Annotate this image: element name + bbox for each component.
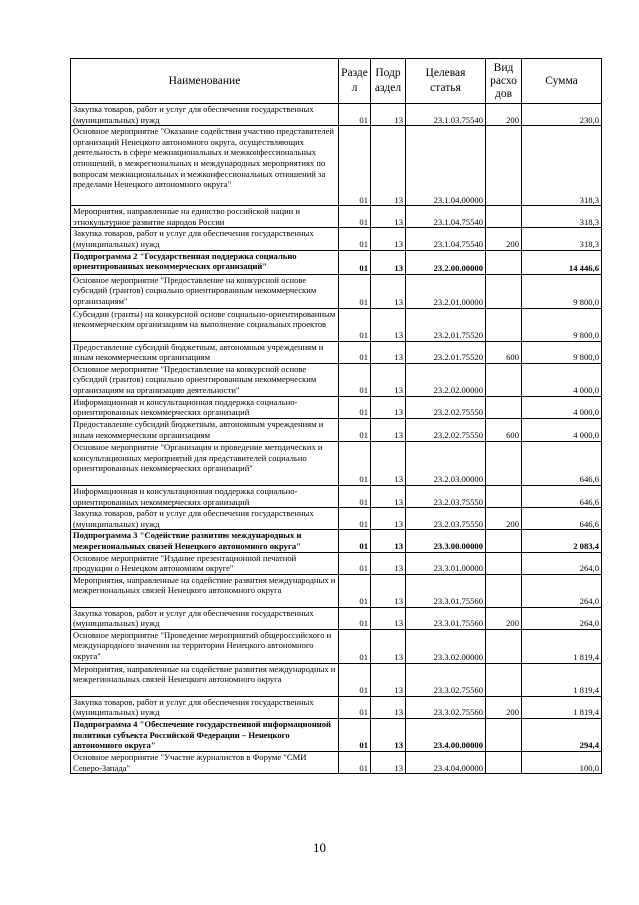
cell-name: Основное мероприятие "Участие журналистов в Форуме "СМИ Северо-Запада" [71,752,339,774]
cell-sum: 318,3 [522,126,602,206]
cell-razdel: 01 [339,308,371,341]
cell-target: 23.4.04.00000 [406,752,486,774]
table-row [71,396,602,418]
cell-target: 23.2.00.00000 [406,250,486,274]
cell-sum: 318,3 [522,228,602,250]
cell-razdel: 01 [339,607,371,629]
cell-target: 23.2.01.75520 [406,308,486,341]
cell-target: 23.2.01.75520 [406,341,486,363]
cell-podrazdel: 13 [371,508,406,530]
cell-target: 23.3.02.75560 [406,696,486,718]
cell-target: 23.3.02.75560 [406,663,486,696]
table-row [71,629,602,663]
table-row [71,308,602,341]
cell-vid: 200 [486,104,522,126]
table-row [71,274,602,308]
cell-target: 23.1.04.75540 [406,228,486,250]
table-body [71,104,602,774]
cell-sum: 1 819,4 [522,696,602,718]
cell-sum: 4 000,0 [522,396,602,418]
cell-name: Основное мероприятие "Предоставление на конкурсной основе субсидий (грантов) социально ориентированным некоммерческим организациям" [71,274,339,308]
cell-target: 23.3.02.00000 [406,629,486,663]
cell-podrazdel: 13 [371,574,406,607]
cell-sum: 646,6 [522,441,602,485]
cell-razdel: 01 [339,363,371,396]
cell-name: Закупка товаров, работ и услуг для обеспечения государственных (муниципальных) нужд [71,104,339,126]
cell-podrazdel: 13 [371,752,406,774]
cell-name: Предоставление субсидий бюджетным, автономным учреждениям и иным некоммерческим организациям [71,418,339,441]
table-row [71,250,602,274]
table-row [71,663,602,696]
cell-sum: 4 000,0 [522,418,602,441]
cell-name: Основное мероприятие "Издание презентационной печатной продукции о Ненецком автономном округе" [71,552,339,574]
cell-podrazdel: 13 [371,607,406,629]
cell-vid [486,250,522,274]
cell-name: Закупка товаров, работ и услуг для обеспечения государственных (муниципальных) нужд [71,228,339,250]
table-row [71,341,602,363]
cell-target: 23.2.02.75550 [406,418,486,441]
cell-vid: 200 [486,696,522,718]
cell-target: 23.4.00.00000 [406,719,486,752]
cell-sum: 1 819,4 [522,629,602,663]
table-row [71,552,602,574]
cell-razdel: 01 [339,104,371,126]
cell-sum: 264,0 [522,552,602,574]
cell-sum: 264,0 [522,574,602,607]
cell-sum: 4 000,0 [522,363,602,396]
cell-name: Закупка товаров, работ и услуг для обеспечения государственных (муниципальных) нужд [71,696,339,718]
table-row [71,104,602,126]
cell-name: Мероприятия, направленные на содействие развития международных и межрегиональных связей Ненецкого автономного округа [71,663,339,696]
cell-razdel: 01 [339,341,371,363]
cell-razdel: 01 [339,206,371,228]
cell-razdel: 01 [339,508,371,530]
cell-vid [486,629,522,663]
cell-razdel: 01 [339,530,371,552]
cell-target: 23.2.02.00000 [406,363,486,396]
header-name: Наименование [71,59,339,104]
cell-podrazdel: 13 [371,552,406,574]
table-row [71,752,602,774]
cell-vid [486,530,522,552]
cell-sum: 100,0 [522,752,602,774]
cell-razdel: 01 [339,485,371,507]
table-row [71,485,602,507]
cell-sum: 9 800,0 [522,341,602,363]
cell-vid [486,574,522,607]
cell-sum: 646,6 [522,485,602,507]
table-header-row [71,59,602,104]
header-podrazdel: Подр аздел [371,59,406,104]
cell-target: 23.2.01.00000 [406,274,486,308]
header-target: Целевая статья [406,59,486,104]
table-row [71,574,602,607]
table-row [71,206,602,228]
cell-name: Подпрограмма 2 "Государственная поддержка социально ориентированных некоммерческих организаций" [71,250,339,274]
cell-podrazdel: 13 [371,696,406,718]
cell-vid: 200 [486,508,522,530]
cell-name: Основное мероприятие "Оказание содействия участию представителей организаций Ненецкого автономного округа, осуществляющих деятельность в сфере межнациональных и межконфессиональных отношений, в межрегиональных и международных мероприятиях по вопросам межнациональных и межконфессиональных отношений за пределами Ненецкого автономного округа" [71,126,339,206]
cell-sum: 318,3 [522,206,602,228]
cell-vid [486,441,522,485]
table-row [71,607,602,629]
cell-name: Подпрограмма 3 "Содействие развитию международных и межрегиональных связей Ненецкого автономного округа" [71,530,339,552]
cell-vid [486,206,522,228]
cell-vid [486,752,522,774]
cell-podrazdel: 13 [371,719,406,752]
cell-razdel: 01 [339,752,371,774]
cell-vid [486,396,522,418]
cell-name: Предоставление субсидий бюджетным, автономным учреждениям и иным некоммерческим организациям [71,341,339,363]
cell-razdel: 01 [339,250,371,274]
cell-target: 23.2.03.75550 [406,508,486,530]
cell-podrazdel: 13 [371,126,406,206]
cell-podrazdel: 13 [371,341,406,363]
cell-target: 23.1.04.00000 [406,126,486,206]
cell-name: Закупка товаров, работ и услуг для обеспечения государственных (муниципальных) нужд [71,607,339,629]
cell-vid [486,274,522,308]
cell-sum: 14 446,6 [522,250,602,274]
cell-sum: 9 800,0 [522,274,602,308]
cell-razdel: 01 [339,228,371,250]
cell-razdel: 01 [339,274,371,308]
cell-vid: 200 [486,228,522,250]
table-row [71,508,602,530]
cell-name: Закупка товаров, работ и услуг для обеспечения государственных (муниципальных) нужд [71,508,339,530]
cell-podrazdel: 13 [371,629,406,663]
cell-razdel: 01 [339,663,371,696]
cell-podrazdel: 13 [371,441,406,485]
cell-razdel: 01 [339,696,371,718]
cell-name: Мероприятия, направленные на содействие развития международных и межрегиональных связей Ненецкого автономного округа [71,574,339,607]
cell-vid [486,719,522,752]
cell-target: 23.3.01.75560 [406,607,486,629]
cell-razdel: 01 [339,126,371,206]
cell-razdel: 01 [339,719,371,752]
cell-sum: 230,0 [522,104,602,126]
cell-target: 23.3.01.00000 [406,552,486,574]
table-row [71,228,602,250]
cell-podrazdel: 13 [371,396,406,418]
cell-vid [486,308,522,341]
cell-podrazdel: 13 [371,274,406,308]
cell-name: Мероприятия, направленные на единство российской нации и этнокультурное развитие народов России [71,206,339,228]
cell-target: 23.2.03.00000 [406,441,486,485]
cell-podrazdel: 13 [371,308,406,341]
table-row [71,719,602,752]
cell-vid: 200 [486,607,522,629]
table-row [71,696,602,718]
cell-sum: 2 083,4 [522,530,602,552]
cell-target: 23.2.02.75550 [406,396,486,418]
cell-name: Субсидии (гранты) на конкурсной основе социально-ориентированным некоммерческим организациям на выполнение социальных проектов [71,308,339,341]
cell-sum: 264,0 [522,607,602,629]
budget-table [70,58,602,774]
cell-razdel: 01 [339,418,371,441]
cell-vid [486,485,522,507]
cell-sum: 9 800,0 [522,308,602,341]
cell-razdel: 01 [339,396,371,418]
cell-podrazdel: 13 [371,530,406,552]
cell-podrazdel: 13 [371,363,406,396]
cell-sum: 1 819,4 [522,663,602,696]
cell-name: Основное мероприятие "Предоставление на конкурсной основе субсидий (грантов) социально ориентированным некоммерческим организациям на организацию деятельности" [71,363,339,396]
cell-name: Подпрограмма 4 "Обеспечение государственной информационной политики субъекта Российской Федерации – Ненецкого автономного округа" [71,719,339,752]
cell-podrazdel: 13 [371,250,406,274]
table-row [71,363,602,396]
cell-podrazdel: 13 [371,663,406,696]
cell-target: 23.3.00.00000 [406,530,486,552]
cell-vid: 600 [486,341,522,363]
cell-razdel: 01 [339,552,371,574]
cell-vid [486,552,522,574]
header-razdel: Разде л [339,59,371,104]
cell-podrazdel: 13 [371,104,406,126]
page-number: 10 [313,840,326,855]
table-row [71,126,602,206]
cell-sum: 294,4 [522,719,602,752]
table-row [71,418,602,441]
cell-podrazdel: 13 [371,206,406,228]
cell-razdel: 01 [339,574,371,607]
cell-name: Информационная и консультационная поддержка социально-ориентированных некоммерческих организаций [71,485,339,507]
header-sum: Сумма [522,59,602,104]
cell-sum: 646,6 [522,508,602,530]
cell-vid: 600 [486,418,522,441]
cell-vid [486,363,522,396]
cell-target: 23.2.03.75550 [406,485,486,507]
cell-razdel: 01 [339,441,371,485]
cell-target: 23.1.04.75540 [406,206,486,228]
cell-name: Основное мероприятие "Организация и проведение методических и консультационных мероприятий для представителей социально ориентированных некоммерческих организаций" [71,441,339,485]
cell-name: Информационная и консультационная поддержка социально-ориентированных некоммерческих организаций [71,396,339,418]
cell-podrazdel: 13 [371,485,406,507]
table-row [71,530,602,552]
cell-podrazdel: 13 [371,228,406,250]
cell-target: 23.1.03.75540 [406,104,486,126]
cell-target: 23.3.01.75560 [406,574,486,607]
cell-vid [486,126,522,206]
table-row [71,441,602,485]
cell-vid [486,663,522,696]
header-vid: Вид расхо дов [486,59,522,104]
cell-name: Основное мероприятие "Проведение мероприятий общероссийского и международного значения на территории Ненецкого автономного округа" [71,629,339,663]
cell-razdel: 01 [339,629,371,663]
cell-podrazdel: 13 [371,418,406,441]
